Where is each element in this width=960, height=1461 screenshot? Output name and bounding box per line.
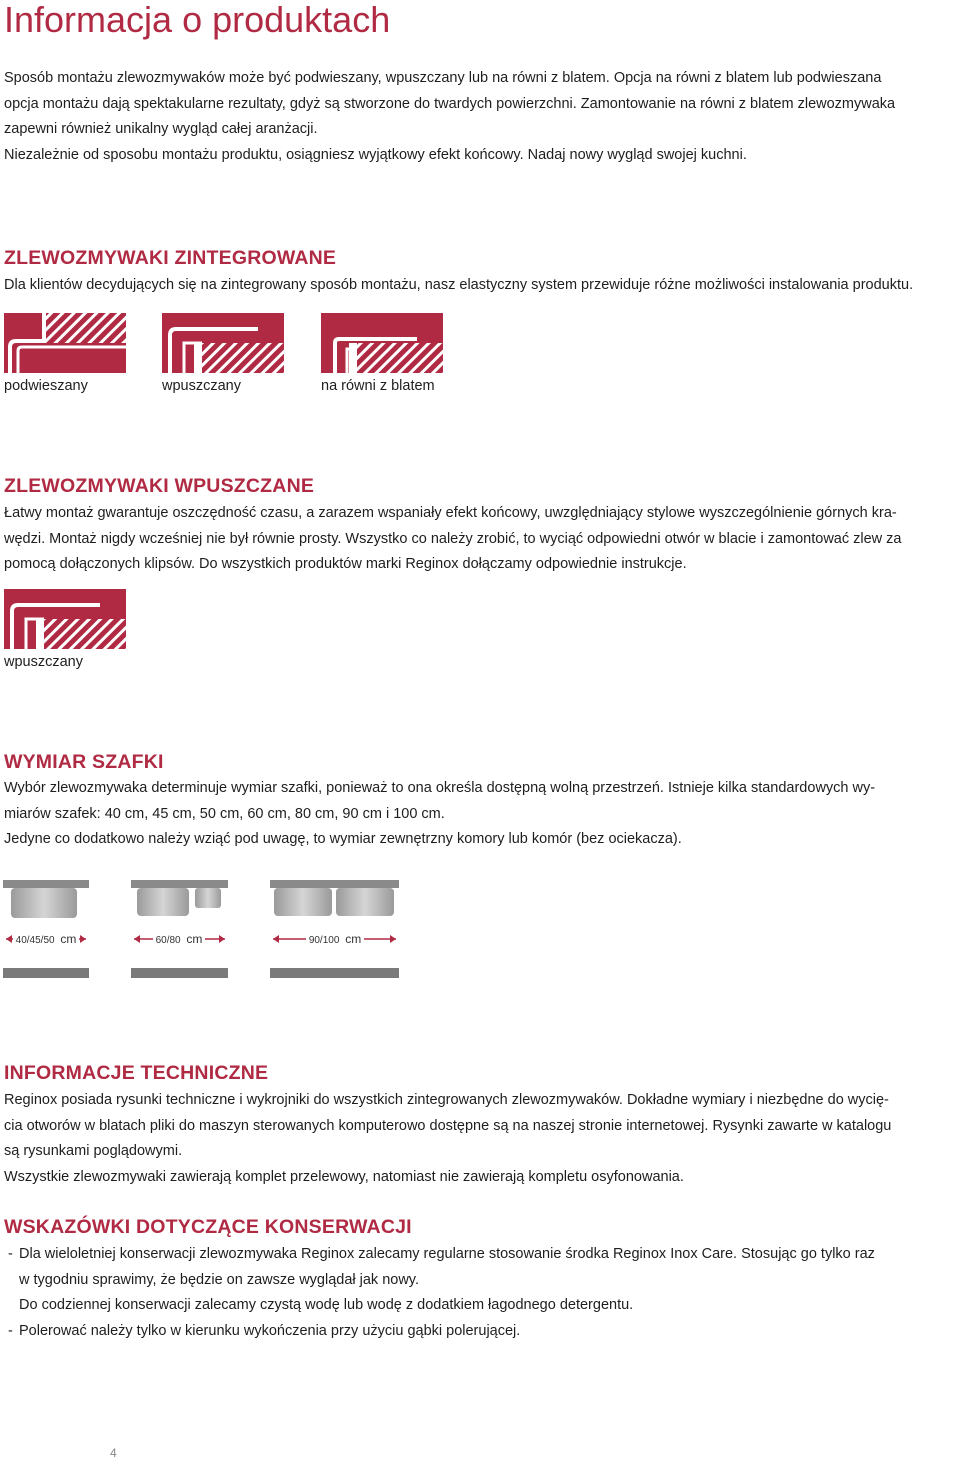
cabinet-heading: WYMIAR SZAFKI <box>4 751 164 773</box>
svg-text:40/45/50 cm <box>16 932 77 946</box>
technical-paragraph <box>4 1088 959 1191</box>
technical-line: Wszystkie zlewozmywaki zawierają komplet przelewowy, natomiast nie zawierają kompletu osyfonowania. <box>4 1169 684 1186</box>
intro-line: opcja montażu dają spektakularne rezultaty, gdyż są stworzone do twardych powierzchni. Zamontowanie na równi z blatem zlewozmywaka <box>4 95 896 112</box>
intro-paragraph <box>4 66 959 169</box>
cabinet-size-60-illustration <box>131 880 228 978</box>
integrated-icon-label: wpuszczany <box>162 378 241 394</box>
cabinet-size-40-illustration <box>3 880 89 978</box>
intro-line: Sposób montażu zlewozmywaków może być podwieszany, wpuszczany lub na równi z blatem. Opcja na równi z blatem lub podwieszana <box>4 70 882 86</box>
intro-line: zapewni również unikalny wygląd całej aranżacji. <box>4 121 318 138</box>
integrated-text: Dla klientów decydujących się na zintegrowany sposób montażu, nasz elastyczny system przewiduje różne możliwości instalowania produktu. <box>4 277 914 293</box>
maintenance-line: Dla wieloletniej konserwacji zlewozmywaka Reginox zalecamy regularne stosowanie środka Reginox Inox Care. Stosując go tylko raz <box>19 1246 875 1262</box>
list-dash: - <box>8 1323 13 1340</box>
maintenance-line: w tygodniu sprawimy, że będzie on zawsze wyglądał jak nowy. <box>19 1271 420 1288</box>
svg-text:90/100 cm <box>309 932 361 946</box>
maintenance-list <box>4 1242 959 1345</box>
inset-heading: ZLEWOZMYWAKI WPUSZCZANE <box>4 475 315 497</box>
cabinet-size-value: 60/80 <box>155 935 181 946</box>
inset-icon <box>162 313 284 373</box>
cabinet-line: Jedyne co dodatkowo należy wziąć pod uwagę, to wymiar zewnętrzny komory lub komór (bez ociekacza). <box>4 831 682 848</box>
flush-mount-icon <box>321 313 443 373</box>
svg-text:60/80 cm <box>156 932 203 946</box>
page-title: Informacja o produktach <box>4 0 391 40</box>
cabinet-size-unit: cm <box>186 932 203 946</box>
technical-heading: INFORMACJE TECHNICZNE <box>4 1062 269 1084</box>
cabinet-paragraph <box>4 776 959 853</box>
cabinet-size-unit: cm <box>60 932 77 946</box>
technical-line: cia otworów w blatach pliki do maszyn sterowanych komputerowo dostępne są na naszej stronie internetowej. Rysynki zawarte w katalogu <box>4 1117 892 1134</box>
maintenance-item <box>4 1242 959 1319</box>
cabinet-size-value: 90/100 <box>308 935 340 946</box>
inset-line: Łatwy montaż gwarantuje oszczędność czasu, a zarazem wspaniały efekt końcowy, uwzględniający stylowe wyszczególnienie górnych kra- <box>4 505 897 521</box>
inset-icon <box>4 589 126 649</box>
maintenance-item <box>4 1319 959 1345</box>
integrated-icon-label: na równi z blatem <box>321 378 435 394</box>
integrated-icon-label: podwieszany <box>4 378 88 394</box>
page-number: 4 <box>110 1446 117 1460</box>
maintenance-line: Do codziennej konserwacji zalecamy czystą wodę lub wodę z dodatkiem łagodnego detergentu. <box>19 1297 634 1314</box>
cabinet-line: Wybór zlewozmywaka determinuje wymiar szafki, ponieważ to ona określa dostępną wolną przestrzeń. Istnieje kilka standardowych wy- <box>4 780 876 796</box>
undermount-icon <box>4 313 126 373</box>
cabinet-size-value: 40/45/50 <box>15 935 55 946</box>
inset-icon-label: wpuszczany <box>4 654 83 670</box>
technical-line: są rysunkami poglądowymi. <box>4 1143 183 1160</box>
inset-line: wędzi. Montaż nigdy wcześniej nie był równie prosty. Wszystko co należy zrobić, to wyciąć odpowiedni otwór w blacie i zamontować zlew za <box>4 530 902 547</box>
cabinet-line: miarów szafek: 40 cm, 45 cm, 50 cm, 60 cm, 80 cm, 90 cm i 100 cm. <box>4 805 445 822</box>
list-dash: - <box>8 1246 13 1262</box>
maintenance-line: Polerować należy tylko w kierunku wykończenia przy użyciu gąbki polerującej. <box>19 1323 521 1340</box>
technical-line: Reginox posiada rysunki techniczne i wykrojniki do wszystkich zintegrowanych zlewozmywaków. Dokładne wymiary i niezbędne do wycię- <box>4 1092 889 1108</box>
maintenance-heading: WSKAZÓWKI DOTYCZĄCE KONSERWACJI <box>4 1216 412 1238</box>
intro-line: Niezależnie od sposobu montażu produktu, osiągniesz wyjątkowy efekt końcowy. Nadaj nowy wygląd swojej kuchni. <box>4 147 747 164</box>
integrated-heading: ZLEWOZMYWAKI ZINTEGROWANE <box>4 247 337 269</box>
inset-paragraph <box>4 501 959 578</box>
inset-line: pomocą dołączonych klipsów. Do wszystkich produktów marki Reginox dołączamy odpowiednie instrukcje. <box>4 556 687 573</box>
cabinet-size-unit: cm <box>345 932 362 946</box>
cabinet-size-90-illustration <box>270 880 399 978</box>
